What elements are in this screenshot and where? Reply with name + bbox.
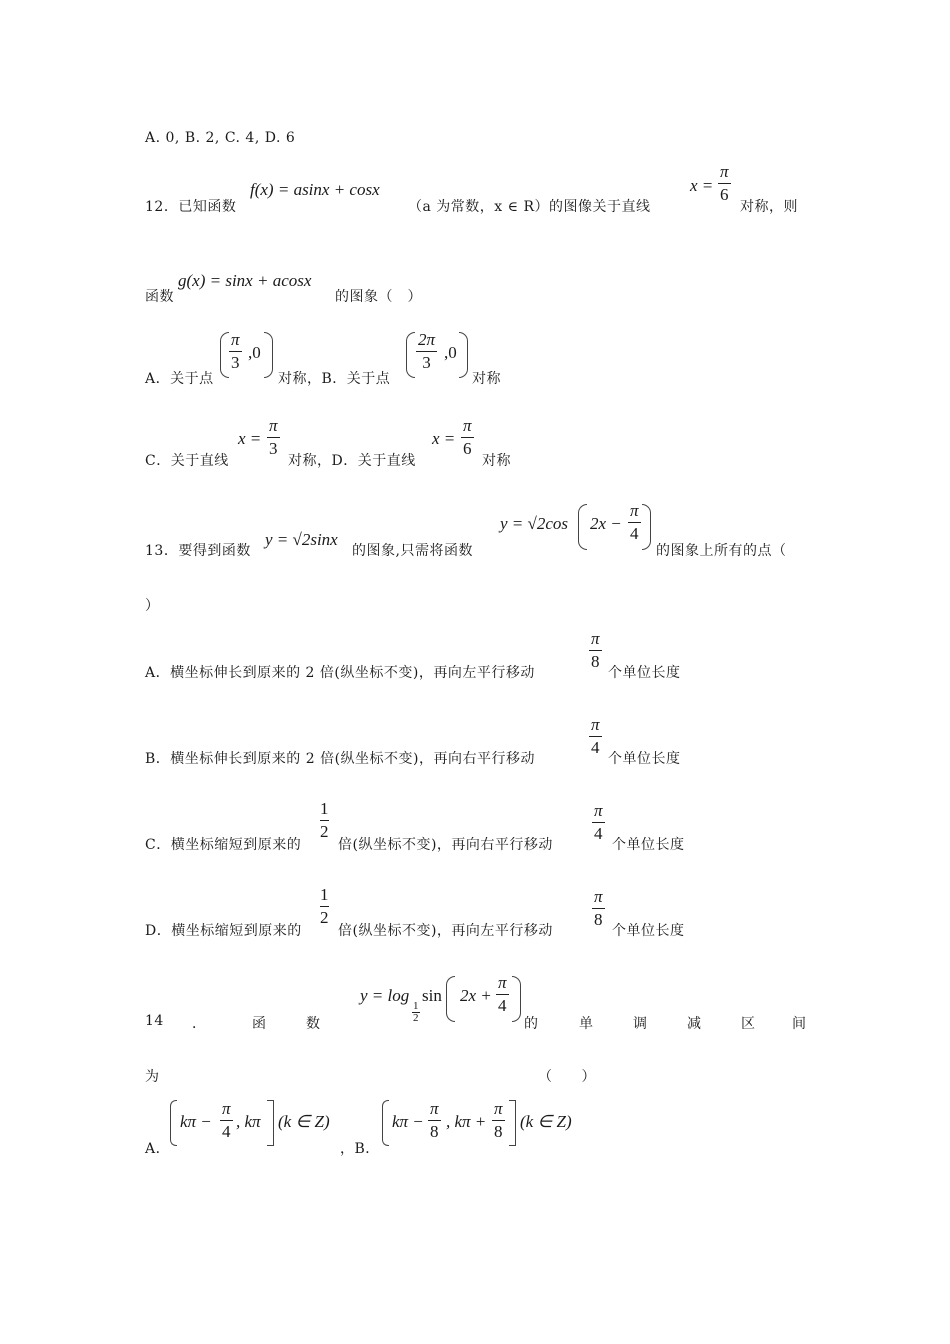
q12-optA-label: A．关于点 <box>145 371 214 387</box>
q12-optA-zero: ,0 <box>248 343 261 362</box>
q12-line-x: x = <box>690 176 714 195</box>
q14-sin: sin <box>422 986 442 1005</box>
denominator: 4 <box>594 824 603 843</box>
q14-optB-a: kπ − <box>392 1112 424 1131</box>
q12-optB-frac <box>416 331 437 372</box>
q12-optC-label: C．关于直线 <box>145 453 229 469</box>
left-paren <box>406 332 415 378</box>
q14-base-den: 2 <box>413 1012 419 1024</box>
q14-blank: （ ） <box>538 1069 596 1085</box>
q14-optA-frac <box>220 1100 233 1141</box>
q14-word-5: 减 <box>687 1016 702 1032</box>
q13-tail: 的图象上所有的点（ <box>656 543 787 559</box>
numerator: 1 <box>320 799 329 818</box>
frac-bar <box>320 906 329 907</box>
q13-optA: A．横坐标伸长到原来的 2 倍(纵坐标不变)，再向左平行移动 <box>145 665 535 681</box>
q14-wei: 为 <box>145 1069 160 1085</box>
q13-optD-mid: 倍(纵坐标不变)，再向左平行移动 <box>338 923 553 939</box>
q12-optC-frac <box>267 417 280 458</box>
q12-line2-tail: 的图象（ ） <box>335 289 422 305</box>
q14-y-expr: y = log <box>360 986 410 1005</box>
q12-f-expr: f(x) = asinx + cosx <box>250 180 380 199</box>
frac-bar <box>416 351 437 352</box>
denominator: 2 <box>320 822 329 841</box>
left-paren <box>220 332 229 378</box>
frac-bar <box>229 351 242 352</box>
frac-bar <box>461 437 474 438</box>
q13-y2-b: 2x − <box>590 514 622 533</box>
q14-optB-kz: (k ∈ Z) <box>520 1112 572 1131</box>
pi-symbol: π <box>594 887 603 906</box>
q12-tail: 对称，则 <box>740 199 798 215</box>
q12-optB-zero: ,0 <box>444 343 457 362</box>
pi-symbol: π <box>231 330 240 349</box>
pi-symbol: π <box>222 1099 231 1118</box>
q14-word-7: 间 <box>792 1016 807 1032</box>
denominator: 8 <box>494 1122 503 1141</box>
denominator: 8 <box>430 1122 439 1141</box>
q12-line2-prefix: 函数 <box>145 289 174 305</box>
frac-bar <box>628 522 641 523</box>
q14-optA-b: , kπ <box>236 1112 261 1131</box>
frac-bar <box>320 820 329 821</box>
q13-mid: 的图象,只需将函数 <box>352 543 473 559</box>
q13-optD-unit: 个单位长度 <box>612 923 685 939</box>
frac-bar <box>592 908 605 909</box>
denominator: 4 <box>498 996 507 1015</box>
frac-bar <box>589 736 602 737</box>
q13-optD-half <box>320 886 329 927</box>
denominator: 4 <box>222 1122 231 1141</box>
q12-stem-prefix: 12．已知函数 <box>145 199 237 215</box>
left-paren <box>446 976 455 1022</box>
q14-arg-frac <box>496 974 509 1015</box>
frac-bar <box>267 437 280 438</box>
frac-bar <box>718 183 731 184</box>
frac-bar <box>496 994 509 995</box>
denominator: 8 <box>594 910 603 929</box>
denominator: 2 <box>320 908 329 927</box>
q13-optB-unit: 个单位长度 <box>608 751 681 767</box>
denominator: 6 <box>463 439 472 458</box>
pi-symbol: π <box>463 416 472 435</box>
q13-optA-unit: 个单位长度 <box>608 665 681 681</box>
q13-optA-frac <box>589 630 602 671</box>
pi-symbol: π <box>594 801 603 820</box>
q13-stem-prefix: 13．要得到函数 <box>145 543 251 559</box>
right-paren <box>264 332 273 378</box>
q11-options: A. 0, B. 2, C. 4, D. 6 <box>145 130 296 146</box>
q13-optC-half <box>320 800 329 841</box>
q14-word-4: 调 <box>633 1016 648 1032</box>
frac-bar <box>428 1120 441 1121</box>
q12-optC-mid: 对称，D．关于直线 <box>288 453 416 469</box>
pi-symbol: π <box>498 973 507 992</box>
numerator: 1 <box>320 885 329 904</box>
denominator: 3 <box>422 353 431 372</box>
two-pi: 2π <box>418 330 436 349</box>
pi-symbol: π <box>430 1099 439 1118</box>
q14-num: 14 <box>145 1013 164 1029</box>
right-bracket <box>267 1100 274 1146</box>
q14-base-num: 1 <box>413 1000 419 1012</box>
q14-word-6: 区 <box>741 1016 756 1032</box>
q14-optA-kz: (k ∈ Z) <box>278 1112 330 1131</box>
q14-dot: ． <box>192 1016 207 1032</box>
denominator: 4 <box>630 524 639 543</box>
q14-optB-b: , kπ + <box>446 1112 487 1131</box>
q13-optD-frac <box>592 888 605 929</box>
q12-optD-x: x = <box>432 429 456 448</box>
q13-optC-frac <box>592 802 605 843</box>
frac-bar <box>589 650 602 651</box>
q12-optD-frac <box>461 417 474 458</box>
pi-symbol: π <box>591 715 600 734</box>
q13-close: ） <box>145 598 160 614</box>
q13-optB: B．横坐标伸长到原来的 2 倍(纵坐标不变)，再向右平行移动 <box>145 751 536 767</box>
q14-word-2: 的 <box>524 1016 539 1032</box>
q14-word-3: 单 <box>579 1016 594 1032</box>
q13-y2-frac <box>628 502 641 543</box>
pi-symbol: π <box>591 629 600 648</box>
q13-y1: y = √2sinx <box>265 530 338 549</box>
q14-optA-label: A． <box>145 1141 171 1157</box>
q12-optA-mid: 对称，B．关于点 <box>278 371 391 387</box>
q12-line-frac <box>718 163 731 204</box>
q12-a-const: （a 为常数，x ∈ R）的图像关于直线 <box>408 199 651 215</box>
q13-optC-mid: 倍(纵坐标不变)，再向右平行移动 <box>338 837 553 853</box>
pi-symbol: π <box>494 1099 503 1118</box>
q13-optB-frac <box>589 716 602 757</box>
pi-symbol: π <box>269 416 278 435</box>
q14-optB-frac2 <box>492 1100 505 1141</box>
frac-bar <box>220 1120 233 1121</box>
q13-y2-a: y = √2cos <box>500 514 569 533</box>
right-paren <box>512 976 521 1022</box>
q13-optD-pre: D．横坐标缩短到原来的 <box>145 923 302 939</box>
q12-optA-frac <box>229 331 242 372</box>
q12-optD-tail: 对称 <box>482 453 511 469</box>
left-paren <box>170 1100 177 1146</box>
right-paren <box>642 504 651 550</box>
pi-symbol: π <box>720 162 729 181</box>
q14-arg: 2x + <box>460 986 492 1005</box>
denominator: 4 <box>591 738 600 757</box>
frac-bar <box>492 1120 505 1121</box>
q12-optB-tail: 对称 <box>472 371 501 387</box>
denominator: 6 <box>720 185 729 204</box>
q14-word-1: 数 <box>306 1016 321 1032</box>
q12-g-expr: g(x) = sinx + acosx <box>178 271 312 290</box>
left-paren <box>382 1100 389 1146</box>
denominator: 8 <box>591 652 600 671</box>
frac-bar <box>592 822 605 823</box>
q14-optB-label: ，B． <box>340 1141 380 1157</box>
q14-word-0: 函 <box>252 1016 267 1032</box>
right-bracket <box>509 1100 516 1146</box>
q14-optB-frac1 <box>428 1100 441 1141</box>
q12-optC-x: x = <box>238 429 262 448</box>
q14-optA-a: kπ − <box>180 1112 212 1131</box>
right-paren <box>459 332 468 378</box>
left-paren <box>578 504 587 550</box>
q13-optC-pre: C．横坐标缩短到原来的 <box>145 837 302 853</box>
denominator: 3 <box>231 353 240 372</box>
denominator: 3 <box>269 439 278 458</box>
pi-symbol: π <box>630 501 639 520</box>
q13-optC-unit: 个单位长度 <box>612 837 685 853</box>
